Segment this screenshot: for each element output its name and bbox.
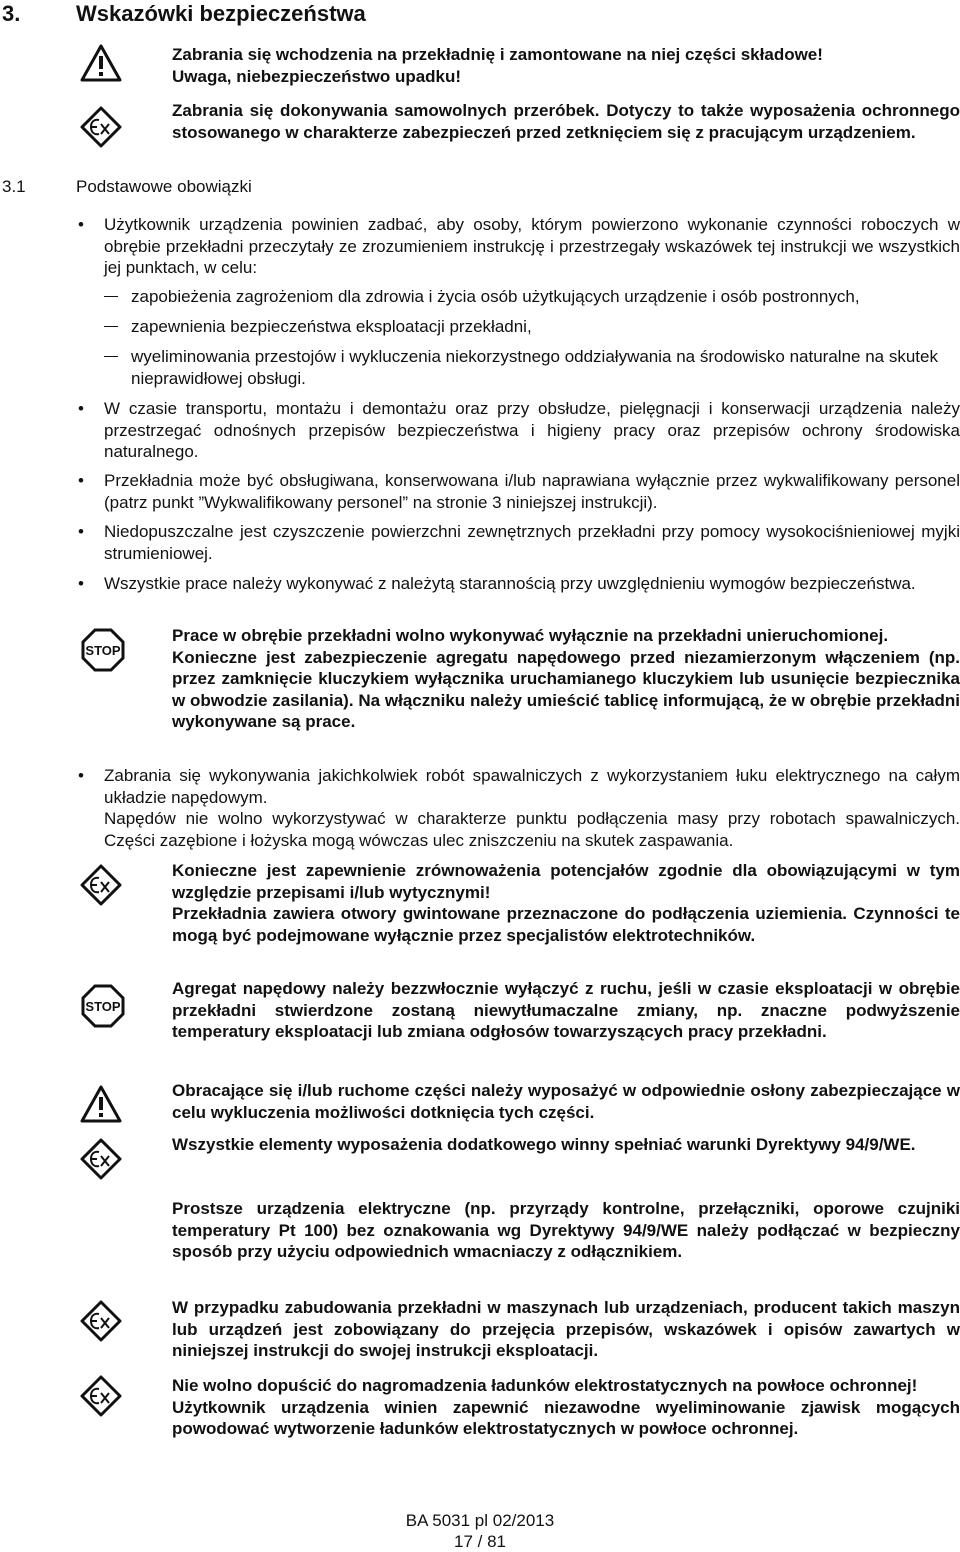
ex-integration-text: W przypadku zabudowania przekładni w maszynach lub urządzeniach, producent takich maszyn lub urządzeń jest zobowiązany do przejęcia przepisów, wskazówek i opisów zawartych w niniejszej instrukcji do swojej instrukcji eksploatacji. xyxy=(172,1298,960,1361)
ex-accessories-text: Wszystkie elementy wyposażenia dodatkowego winny spełniać warunki Dyrektywy 94/9/WE. xyxy=(172,1135,916,1154)
dash-marker xyxy=(104,296,118,297)
ex-integration-note xyxy=(172,1297,960,1362)
bullet-care-text: Wszystkie prace należy wykonywać z należytą starannością przy uwzględnieniu wymogów bezpieczeństwa. xyxy=(104,574,916,593)
stop-sign-label: STOP xyxy=(85,999,121,1014)
sub-item xyxy=(131,346,960,389)
warning-fall-line1: Zabrania się wchodzenia na przekładnię i zamontowane na niej części składowe! xyxy=(172,45,823,64)
subsection-heading xyxy=(2,177,252,197)
bullet-transport xyxy=(104,398,960,463)
sub-item xyxy=(131,316,960,338)
ex-simple-devices-note xyxy=(172,1198,960,1263)
ex-grounding-text: Przekładnia zawiera otwory gwintowane przeznaczone do podłączenia uziemienia. Czynności te mogą być podejmowane wyłącznie przez specjalistów elektrotechników. xyxy=(172,904,960,945)
bullet-welding-text: Zabrania się wykonywania jakichkolwiek robót spawalniczych z wykorzystaniem łuku elektrycznego na całym układzie napędowym. xyxy=(104,766,960,807)
ex-explosion-protection-icon xyxy=(80,1300,122,1342)
stop-sign-icon xyxy=(80,627,126,673)
warning-triangle-icon xyxy=(80,43,122,83)
bullet-marker: • xyxy=(78,471,84,490)
bullet-qualified-staff xyxy=(104,470,960,513)
bullet-marker: • xyxy=(78,766,84,785)
ex-electrostatic-text: Nie wolno dopuścić do nagromadzenia ładunków elektrostatycznych na powłoce ochronnej! xyxy=(172,1376,918,1395)
ex-modification-note xyxy=(172,100,960,143)
ex-modification-text: Zabrania się dokonywania samowolnych przeróbek. Dotyczy to także wyposażenia ochronnego stosowanego w charakterze zabezpieczeń przed zetknięciem się z pracującym urządzeniem. xyxy=(172,101,960,142)
bullet-cleaning xyxy=(104,521,960,564)
bullet-qualified-staff-text: Przekładnia może być obsługiwana, konserwowana i/lub naprawiana wyłącznie przez wykwalifikowany personel (patrz punkt ”Wykwalifikowany personel” na stronie 3 niniejszej instrukcji). xyxy=(104,471,960,512)
bullet-user-duties xyxy=(104,214,960,279)
footer-page-number: 17 / 81 xyxy=(454,1532,506,1551)
stop-lockout-text: Konieczne jest zabezpieczenie agregatu napędowego przed niezamierzonym włączeniem (np. przez zamknięcie kluczykiem wyłącznika uruchamianego kluczykiem lub usunięcie bezpiecznika w obwodzie zasilania). Na włączniku należy umieścić tablicę informującą, że w obrębie przekładni wykonywane są prace. xyxy=(172,647,960,732)
bullet-welding-ground-text: Napędów nie wolno wykorzystywać w charakterze punktu podłączenia masy przy robotach spawalniczych. Części zazębione i łożyska mogą wówczas ulec zniszczeniu na skutek zaspawania. xyxy=(104,809,960,850)
warning-fall-line2: Uwaga, niebezpieczeństwo upadku! xyxy=(172,66,462,86)
bullet-cleaning-text: Niedopuszczalne jest czyszczenie powierzchni zewnętrznych przekładni przy pomocy wysokociśnieniowej myjki strumieniowej. xyxy=(104,522,960,563)
bullet-marker: • xyxy=(78,215,84,234)
sub-item xyxy=(131,286,960,308)
ex-explosion-protection-icon xyxy=(80,1138,122,1180)
warning-fall-note xyxy=(172,44,960,87)
bullet-marker: • xyxy=(78,399,84,418)
dash-marker xyxy=(104,356,118,357)
bullet-transport-text: W czasie transportu, montażu i demontażu oraz przy obsłudze, pielęgnacji i konserwacji urządzenia należy przestrzegać odnośnych przepisów bezpieczeństwa i higieny pracy oraz przepisów ochrony środowiska naturalnego. xyxy=(104,399,960,462)
stop-sign-icon xyxy=(80,983,126,1029)
section-heading xyxy=(2,1,366,27)
ex-accessories-note xyxy=(172,1134,960,1156)
bullet-marker: • xyxy=(78,522,84,541)
bullet-user-duties-text: Użytkownik urządzenia powinien zadbać, aby osoby, którym powierzono wykonanie czynności roboczych w obrębie przekładni przeczytały ze zrozumieniem instrukcję i przestrzegały wskazówek tej instrukcji we wszystkich jej punktach, w celu: xyxy=(104,215,960,278)
ex-simple-devices-text: Prostsze urządzenia elektryczne (np. przyrządy kontrolne, przełączniki, oporowe czujniki temperatury Pt 100) bez oznakowania wg Dyrektywy 94/9/WE należy podłączać w bezpieczny sposób przy użyciu odpowiednich wmacniaczy z odłącznikiem. xyxy=(172,1199,960,1262)
ex-explosion-protection-icon xyxy=(80,106,122,148)
stop-sign-label: STOP xyxy=(85,643,121,658)
subsection-title: Podstawowe obowiązki xyxy=(76,177,252,196)
ex-electrostatic-note xyxy=(172,1375,960,1440)
ex-explosion-protection-icon xyxy=(80,1375,122,1417)
bullet-welding xyxy=(104,765,960,851)
sub-item-text: wyeliminowania przestojów i wykluczenia niekorzystnego oddziaływania na środowisko naturalne na skutek nieprawidłowej obsługi. xyxy=(131,347,938,388)
sub-item-text: zapobieżenia zagrożeniom dla zdrowia i życia osób użytkujących urządzenie i osób postronnych, xyxy=(131,287,860,306)
ex-electrostatic-user-text: Użytkownik urządzenia winien zapewnić niezawodne wyeliminowanie zjawisk mogących powodować wytworzenie ładunków elektrostatycznych w powłoce ochronnej. xyxy=(172,1397,960,1439)
warning-triangle-icon xyxy=(80,1084,122,1124)
dash-marker xyxy=(104,326,118,327)
ex-equipotential-note xyxy=(172,860,960,946)
bullet-care xyxy=(104,573,960,595)
stop-standstill-text: Prace w obrębie przekładni wolno wykonywać wyłącznie na przekładni unieruchomionej. xyxy=(172,626,889,645)
subsection-number: 3.1 xyxy=(2,177,26,196)
stop-shutdown-note xyxy=(172,978,960,1043)
section-title: Wskazówki bezpieczeństwa xyxy=(76,1,366,26)
ex-explosion-protection-icon xyxy=(80,864,122,906)
footer xyxy=(0,1510,960,1552)
ex-equipotential-text: Konieczne jest zapewnienie zrównoważenia potencjałów zgodnie dla obowiązującymi w tym względzie przepisami i/lub wytycznymi! xyxy=(172,861,960,902)
warning-guards-note xyxy=(172,1080,960,1123)
sub-item-text: zapewnienia bezpieczeństwa eksploatacji przekładni, xyxy=(131,317,532,336)
stop-shutdown-text: Agregat napędowy należy bezzwłocznie wyłączyć z ruchu, jeśli w czasie eksploatacji w obrębie przekładni stwierdzone zostaną niewytłumaczalne zmiany, np. znaczne podwyższenie temperatury eksploatacji lub zmiana odgłosów towarzyszących pracy przekładni. xyxy=(172,979,960,1042)
warning-guards-text: Obracające się i/lub ruchome części należy wyposażyć w odpowiednie osłony zabezpieczające w celu wykluczenia możliwości dotknięcia tych części. xyxy=(172,1081,960,1122)
stop-standstill-note xyxy=(172,625,960,733)
footer-doc-id: BA 5031 pl 02/2013 xyxy=(405,1511,555,1530)
bullet-marker: • xyxy=(78,574,84,593)
section-number: 3. xyxy=(2,1,21,26)
